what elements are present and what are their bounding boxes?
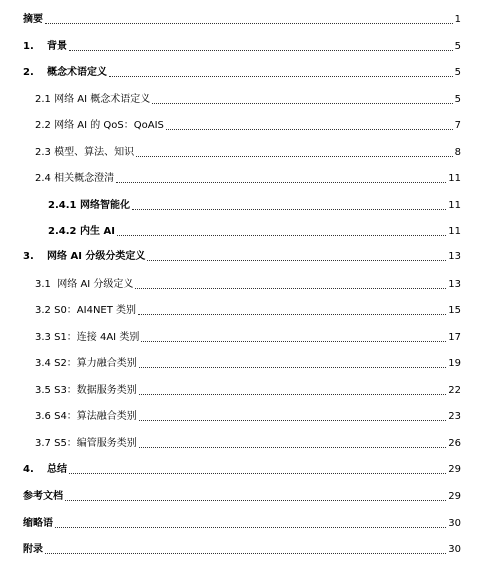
toc-leader-dots [138,314,446,315]
toc-entry-number: 2. [23,67,34,78]
toc-page-number: 29 [448,491,461,502]
toc-entry-number: 2.3 [35,147,51,158]
toc-entry-number: 3.2 [35,305,51,316]
toc-leader-dots [135,288,446,289]
toc-entry-3-6[interactable] [0,403,485,423]
toc-page-number: 11 [448,173,461,184]
toc-leader-dots [139,420,446,421]
toc-entry-title: 摘要 [23,14,43,25]
toc-page-number: 5 [454,67,461,78]
toc-leader-dots [65,500,446,501]
toc-entry-title: 内生 AI [79,226,115,237]
toc-entry-number: 2.4 [35,173,51,184]
toc-leader-dots [45,553,446,554]
toc-leader-dots [117,235,446,236]
toc-page-number: 5 [454,94,461,105]
toc-entry-title: 参考文档 [23,491,63,502]
toc-page-number: 29 [448,464,461,475]
toc-entry-number: 3.6 [35,411,51,422]
toc-entry-3-5[interactable] [0,377,485,397]
toc-entry-appendix[interactable] [0,536,485,556]
toc-page-number: 1 [454,14,461,25]
toc-entry-title: 模型、算法、知识 [54,147,135,158]
toc-entry-2-4[interactable] [0,165,485,185]
toc-entry-title: 网络 AI 分级分类定义 [47,251,146,262]
toc-entry-title: 背景 [47,41,67,52]
toc-entry-title: 总结 [47,464,67,475]
toc-entry-number: 2.2 [35,120,51,131]
toc-entry-title: S4：算法融合类别 [54,411,137,422]
toc-page-number: 26 [448,438,461,449]
toc-entry-3-1[interactable] [0,271,485,291]
toc-leader-dots [132,209,446,210]
toc-leader-dots [152,103,452,104]
toc-entry-abbreviations[interactable] [0,510,485,530]
toc-entry-summary[interactable] [0,456,485,476]
toc-entry-concepts[interactable] [0,59,485,79]
toc-entry-title: 附录 [23,544,43,555]
toc-entry-title: S1：连接 4AI 类别 [54,332,140,343]
toc-entry-abstract[interactable] [0,6,485,26]
toc-entry-title: S2：算力融合类别 [54,358,137,369]
toc-leader-dots [45,23,453,24]
toc-entry-title: S3：数据服务类别 [54,385,137,396]
toc-page-number: 5 [454,41,461,52]
toc-entry-3-4[interactable] [0,350,485,370]
toc-entry-number: 1. [23,41,34,52]
toc-entry-number: 2.1 [35,94,51,105]
toc-entry-number: 3.5 [35,385,51,396]
toc-entry-title: 网络 AI 分级定义 [57,279,134,290]
toc-leader-dots [69,473,446,474]
toc-entry-2-4-2[interactable] [0,218,485,238]
toc-leader-dots [69,50,453,51]
toc-leader-dots [166,129,453,130]
toc-entry-2-1[interactable] [0,86,485,106]
toc-entry-number: 3.1 [35,279,51,290]
toc-entry-references[interactable] [0,483,485,503]
toc-leader-dots [139,367,446,368]
toc-entry-title: 网络智能化 [79,200,130,211]
toc-leader-dots [109,76,453,77]
toc-entry-number: 3. [23,251,34,262]
toc-entry-title: 相关概念澄清 [54,173,115,184]
toc-page-number: 7 [454,120,461,131]
toc-page-number: 19 [448,358,461,369]
toc-entry-title: 缩略语 [23,518,53,529]
toc-page-number: 13 [448,279,461,290]
toc-entry-title: S5：编管服务类别 [54,438,137,449]
toc-page-number: 22 [448,385,461,396]
toc-entry-number: 2.4.2 [48,226,77,237]
toc-page-number: 13 [448,251,461,262]
toc-page-number: 15 [448,305,461,316]
toc-leader-dots [136,156,453,157]
toc-leader-dots [55,527,446,528]
toc-entry-2-4-1[interactable] [0,192,485,212]
toc-entry-3-2[interactable] [0,297,485,317]
toc-page-number: 23 [448,411,461,422]
toc-entry-3-7[interactable] [0,430,485,450]
toc-entry-2-3[interactable] [0,139,485,159]
toc-entry-background[interactable] [0,33,485,53]
toc-entry-title: 网络 AI 概念术语定义 [54,94,151,105]
toc-entry-title: S0：AI4NET 类别 [54,305,137,316]
toc-leader-dots [141,341,446,342]
toc-page-number: 11 [448,200,461,211]
toc-entry-number: 3.3 [35,332,51,343]
toc-entry-number: 4. [23,464,34,475]
toc-entry-classification[interactable] [0,243,485,263]
toc-entry-3-3[interactable] [0,324,485,344]
toc-entry-number: 2.4.1 [48,200,77,211]
toc-page-number: 11 [448,226,461,237]
toc-page-number: 8 [454,147,461,158]
toc-page-number: 17 [448,332,461,343]
toc-leader-dots [116,182,446,183]
toc-page-number: 30 [448,518,461,529]
toc-leader-dots [147,260,446,261]
toc-entry-title: 网络 AI 的 QoS：QoAIS [54,120,164,131]
toc-page-number: 30 [448,544,461,555]
toc-entry-number: 3.7 [35,438,51,449]
toc-entry-title: 概念术语定义 [47,67,107,78]
toc-entry-2-2[interactable] [0,112,485,132]
toc-leader-dots [139,447,446,448]
toc-entry-number: 3.4 [35,358,51,369]
toc-leader-dots [139,394,446,395]
